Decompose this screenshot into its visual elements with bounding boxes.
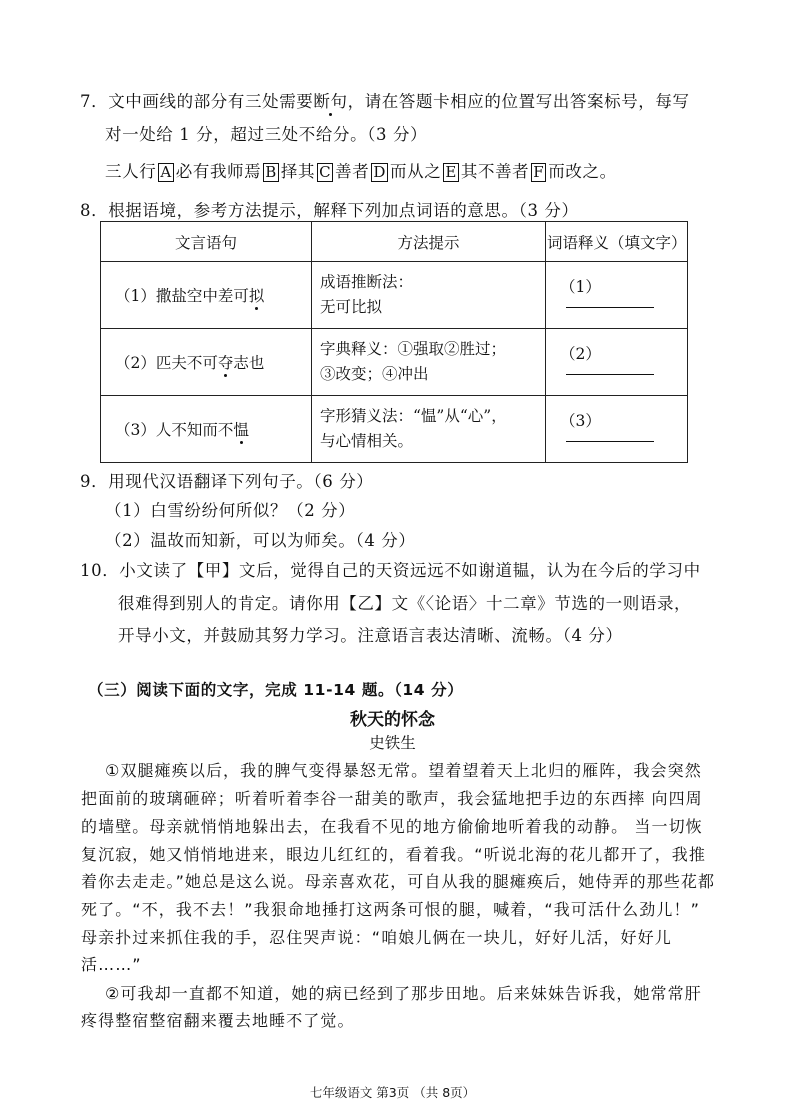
sentence-cell: （1）撒盐空中差可拟 (101, 262, 312, 329)
sentence-segment: 其不善者 (460, 162, 530, 181)
table-header-cell: 方法提示 (312, 222, 546, 262)
para1-line: 活……” (81, 955, 142, 974)
answer-marker-box: C (319, 163, 332, 181)
para1-line: 的墙壁。母亲就悄悄地躲出去，在我看不见的地方偷偷地听着我的动静。 当一切恢 (81, 817, 703, 836)
q7-sentence-with-markers (105, 158, 617, 182)
answer-cell[interactable]: （1） (546, 262, 688, 329)
para1-line: ①双腿瘫痪以后，我的脾气变得暴怒无常。望着望着天上北归的雁阵，我会突然 (105, 761, 702, 780)
answer-blank[interactable] (566, 441, 654, 442)
q7-line2: 对一处给 1 分，超过三处不给分。（3 分） (105, 125, 428, 144)
para2-line: 疼得整宿整宿翻来覆去地睡不了觉。 (81, 1011, 355, 1030)
q9-item-1: （1）白雪纷纷何所似？（2 分） (105, 501, 356, 520)
table-header-cell: 文言语句 (101, 222, 312, 262)
table-header-cell: 词语释义（填文字） (546, 222, 688, 262)
answer-marker-box: E (445, 163, 457, 181)
q10-line3: 开导小文，并鼓励其努力学习。注意语言表达清晰、流畅。（4 分） (118, 626, 623, 645)
hint-cell: 字形猜义法：“愠”从“心”， 与心情相关。 (312, 396, 546, 463)
para1-line: 母亲扑过来抓住我的手，忍住哭声说：“咱娘儿俩在一块儿，好好儿活，好好儿 (81, 928, 672, 947)
answer-marker-box: D (373, 163, 386, 181)
table-row (101, 262, 688, 329)
passage-title: 秋天的怀念 (350, 710, 435, 730)
table-row (101, 396, 688, 463)
sentence-segment: 而改之。 (548, 162, 617, 181)
sentence-segment: 三人行 (105, 162, 157, 181)
hint-cell: 字典释义：①强取②胜过； ③改变；④冲出 (312, 329, 546, 396)
para1-line: 把面前的玻璃砸碎；听着听着李谷一甜美的歌声，我会猛地把手边的东西摔 向四周 (81, 789, 703, 808)
q9-item-2: （2）温故而知新，可以为师矣。（4 分） (105, 531, 416, 550)
page-footer: 七年级语文 第3页 （共 8页） (309, 1085, 476, 1100)
passage-author: 史铁生 (369, 734, 416, 752)
dotted-word: 愠 (233, 421, 249, 439)
para1-line: 着你去走走。”她总是这么说。母亲喜欢花，可自从我的腿瘫痪后，她侍弄的那些花都 (81, 872, 716, 891)
answer-cell[interactable]: （2） (546, 329, 688, 396)
q7-marked-word: 断句 (313, 92, 348, 111)
answer-marker-box: B (265, 163, 277, 181)
q9-prompt: 9．用现代汉语翻译下列句子。（6 分） (80, 472, 374, 491)
para2-line: ②可我却一直都不知道，她的病已经到了那步田地。后来妹妹告诉我，她常常肝 (105, 984, 702, 1003)
answer-blank[interactable] (566, 374, 654, 375)
answer-marker-box: F (533, 163, 545, 181)
sentence-segment: 择其 (280, 162, 316, 181)
q10-line2: 很难得到别人的肯定。请你用【乙】文《〈论语〉十二章》节选的一则语录， (118, 594, 692, 613)
hint-cell: 成语推断法： 无可比拟 (312, 262, 546, 329)
sentence-cell: （2）匹夫不可夺志也 (101, 329, 312, 396)
sentence-cell: （3）人不知而不愠 (101, 396, 312, 463)
q10-line1: 10．小文读了【甲】文后，觉得自己的天资远远不如谢道韫，认为在今后的学习中 (80, 561, 701, 580)
dotted-word: 夺 (217, 354, 234, 372)
table-header-row (101, 222, 688, 262)
sentence-segment: 而从之 (390, 162, 442, 181)
answer-marker-box: A (160, 163, 172, 181)
para1-line: 死了。“不，我不去！”我狠命地捶打这两条可恨的腿，喊着，“我可活什么劲儿！” (81, 900, 700, 919)
q7-line1: 7．文中画线的部分有三处需要断句，请在答题卡相应的位置写出答案标号，每写 (80, 92, 690, 111)
sentence-segment: 必有我师焉 (175, 162, 262, 181)
answer-blank[interactable] (566, 307, 654, 308)
q8-method-table (100, 221, 688, 463)
answer-cell[interactable]: （3） (546, 396, 688, 463)
sentence-segment: 善者 (335, 162, 370, 181)
table-row (101, 329, 688, 396)
dotted-word: 拟 (248, 287, 265, 305)
section3-heading: （三）阅读下面的文字，完成 11-14 题。（14 分） (88, 681, 464, 699)
para1-line: 复沉寂，她又悄悄地进来，眼边儿红红的，看着我。“听说北海的花儿都开了，我推 (81, 845, 706, 864)
q8-prompt: 8．根据语境，参考方法提示，解释下列加点词语的意思。（3 分） (80, 201, 579, 220)
